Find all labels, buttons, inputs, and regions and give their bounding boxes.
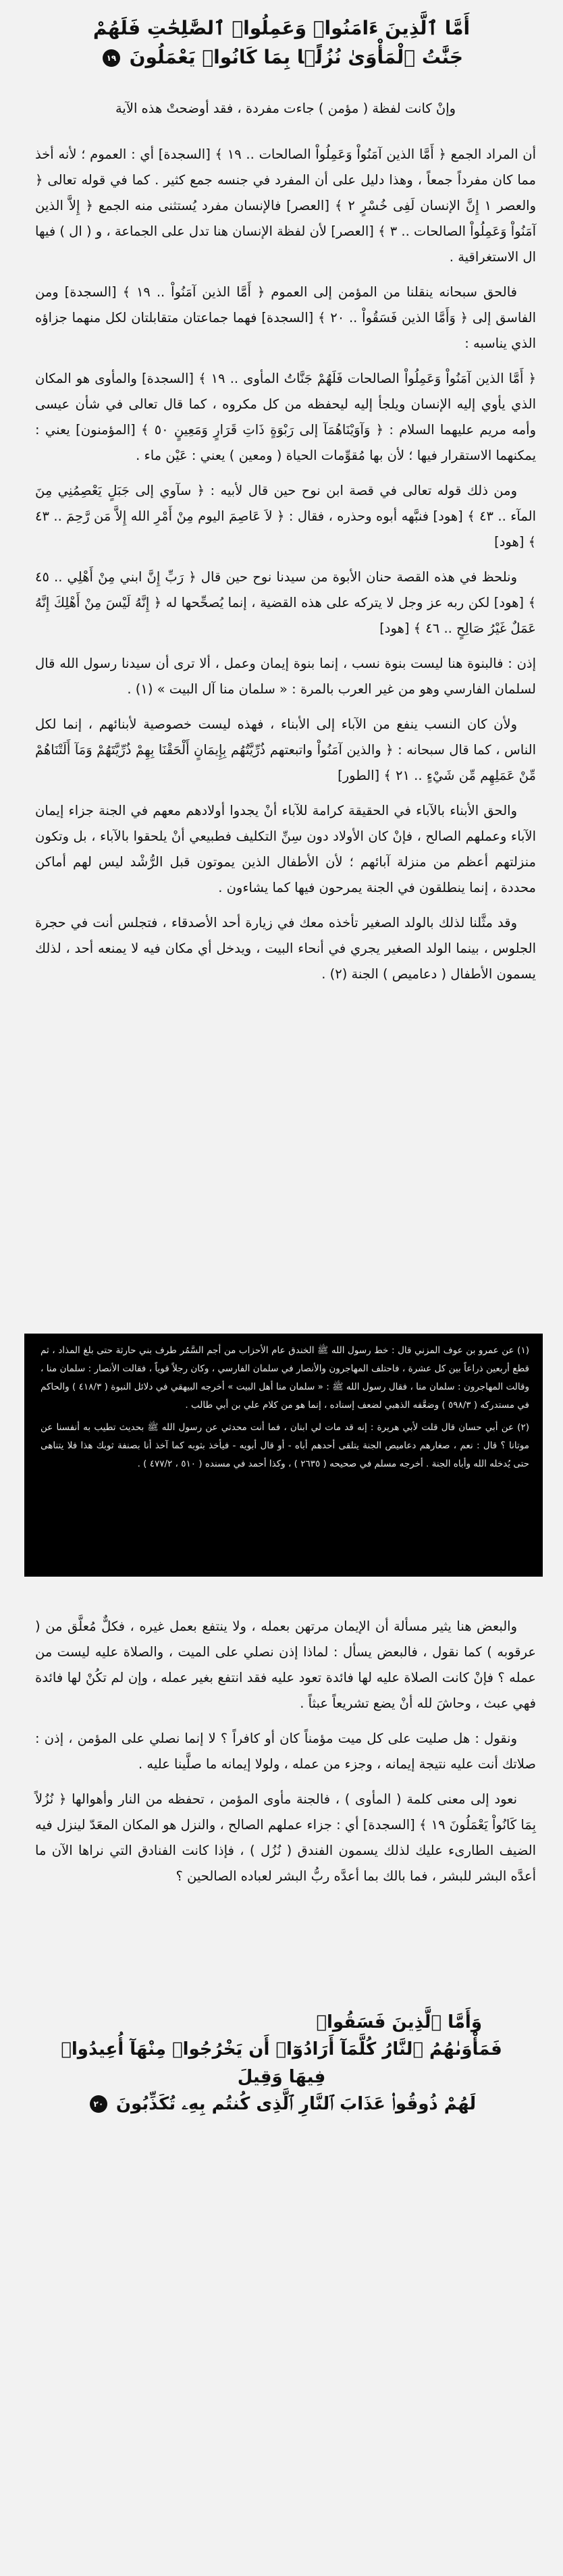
verse-top <box>41 14 522 72</box>
paragraph: ﴿ أَمَّا الذين آمَنُواْ وَعَمِلُواْ الصالحات فَلَهُمْ جَنَّاتُ المأوى .. ١٩ ﴾ [السجدة] والمأوى هو المكان الذي يأوي إليه الإنسان ويلجأ إليه ليحفظه من كل مكروه ، كما قال تعالى في شأن عيسى وأمه مريم عليهما السلام : ﴿ وَآوَيْنَاهُمَآ إلى رَبْوَةٍ ذَاتِ قَرَارٍ وَمَعِينٍ ٥٠ ﴾ [المؤمنون] يعني : يمكنهما الاستقرار فيها ؛ لأن بها مُقوِّمات الحياة ( ومعين ) يعني : عَيْن ماء . <box>35 371 536 463</box>
paragraph: ونلحظ في هذه القصة حنان الأبوة من سيدنا نوح حين قال ﴿ رَبِّ إِنَّ ابني مِنْ أَهْلِي .. ٤٥ ﴾ [هود] لكن ربه عز وجل لا يتركه على هذه القضية ، إنما يُصحِّحها له ﴿ إِنَّهُ لَيْسَ مِنْ أَهْلِكَ إِنَّهُ عَمَلٌ غَيْرُ صَالِحٍ .. ٤٦ ﴾ [هود] <box>35 569 536 636</box>
paragraph: إذن : فالبنوة هنا ليست بنوة نسب ، إنما بنوة إيمان وعمل ، ألا ترى أن سيدنا رسول الله قال لسلمان الفارسي وهو من غير العرب بالمرة : « سلمان منا آل البيت » (١) . <box>35 656 536 697</box>
paragraph: ونقول : هل صليت على كل ميت مؤمناً كان أو كافراً ؟ لا إنما نصلي على المؤمن ، إذن : صلاتك أنت عليه نتيجة إيمانه ، وجزء من عمله ، ولولا إيمانه ما صلَّينا عليه . <box>35 1731 536 1772</box>
page1-intro <box>35 96 536 131</box>
footnote-2: (٢) عن أبي حسان قال قلت لأبي هريرة : إنه قد مات لي ابنان ، فما أنت محدثي عن رسول الله ﷺ بحديث تطيب به أنفسنا عن موتانا ؟ قال : نعم ، صغارهم دعاميص الجنة يتلقى أحدهم أباه - أو قال أبويه - فيأخذ بثوبه كما آخذ أنا بصنفة ثوبك هذا فلا يتناهى حتى يُدخله الله وأباه الجنة . أخرجه مسلم في صحيحه ( ٢٦٣٥ ) ، وكذا أحمد في مسنده ( ٥١٠ ، ٤٧٧/٢ ) . <box>41 1422 529 1469</box>
verse-bottom-line2: فَمَأْوَىٰهُمُ ٱلنَّارُ كُلَّمَآ أَرَادُوٓا۟ أَن يَخْرُجُوا۟ مِنْهَآ أُعِيدُوا۟ فِيهَا وَقِيلَ <box>61 2039 502 2087</box>
intro-line: وإنْ كانت لفظة ( مؤمن ) جاءت مفردة ، فقد أوضحتْ هذه الآية <box>115 101 456 116</box>
verse-top-line1: أَمَّا ٱلَّذِينَ ءَامَنُوا۟ وَعَمِلُوا۟ ٱلصَّٰلِحَٰتِ فَلَهُمْ <box>92 17 471 39</box>
verse-top-line2 <box>41 43 522 72</box>
paragraph: والبعض هنا يثير مسألة أن الإيمان مرتهن بعمله ، ولا ينتفع بعمل غيره ، فكلٌّ مُعلَّق من ( عرقوبه ) كما نقول ، فالبعض يسأل : لماذا إذن نصلي على الميت ، والصلاة عليه ليست من عمله ؟ فإنْ كانت الصلاة عليه لها فائدة تعود عليه فقد انتفع بغير عمله ، وإن لم تكُنْ لها فائدة فهي عبث ، وحاشَ لله أنْ يضع تشريعاً عبثاً . <box>35 1619 536 1711</box>
page1-body <box>35 142 536 997</box>
verse-bottom <box>41 2009 522 2118</box>
verse-bottom-line3-text: لَهُمْ ذُوقُوا۟ عَذَابَ ٱلنَّارِ ٱلَّذِى كُنتُم بِهِۦ تُكَذِّبُونَ <box>115 2093 477 2114</box>
paragraph: وقد مثَّلنا لذلك بالولد الصغير تأخذه معك في زيارة أحد الأصدقاء ، فتجلس أنت في حجرة الجلوس ، بينما الولد الصغير يجري في أنحاء البيت ، ويدخل أي مكان فيه لا يمنعه أحد ، لذلك يسمون الأطفال ( دعاميص ) الجنة (٢) . <box>35 915 536 982</box>
paragraph: والحق الأبناء بالآباء في الحقيقة كرامة للآباء أنْ يجدوا أولادهم معهم في الجنة جزاء إيمان الآباء وعملهم الصالح ، فإنْ كان الأولاد دون سِنِّ التكليف فطبيعي أنْ يلحقوا بالآباء ، بل وتكون منزلتهم أعظم من منزلة آبائهم ؛ لأن الأطفال الذين يموتون قبل الرُّشْد ليس لهم أماكن محددة ، إنما ينطلقون في الجنة يمرحون فيها كما يشاءون . <box>35 803 536 895</box>
paragraph: فالحق سبحانه ينقلنا من المؤمن إلى العموم ﴿ أَمَّا الذين آمَنُواْ .. ١٩ ﴾ [السجدة] ومن الفاسق إلى ﴿ وَأَمَّا الذين فَسَقُواْ .. ٢٠ ﴾ [السجدة] فهما جماعتان متقابلتان لكل منهما جزاؤه الذي يناسبه : <box>35 284 536 351</box>
page2-body <box>35 1614 536 1899</box>
verse-bottom-line3 <box>41 2091 522 2118</box>
paragraph: نعود إلى معنى كلمة ( المأوى ) ، فالجنة مأوى المؤمن ، تحفظه من النار وأهوالها ﴿ نُزُلاً بِمَا كَانُواْ يَعْمَلُونَ ١٩ ﴾ [السجدة] أي : جزاء عملهم الصالح ، والنزل هو المكان المعَدّ لينزل فيه الضيف الطارىء عليك لذلك يسمون الفندق ( نُزُل ) ، فإذا كانت الفنادق التي نراها الآن ما أعدَّه البشر للبشر ، فما بالك بما أعدَّه ربُّ البشر لعباده الصالحين ؟ <box>35 1791 536 1884</box>
verse-number-mark: ١٩ <box>103 49 120 67</box>
paragraph: أن المراد الجمع ﴿ أَمَّا الذين آمَنُواْ وَعَمِلُواْ الصالحات .. ١٩ ﴾ [السجدة] أي : العموم ؛ لأنه أخذ مما كان مفرداً جمعاً ، وهذا دليل على أن المفرد في جنسه جمع كثير . كما في قوله تعالى ﴿ والعصر ١ إِنَّ الإنسان لَفِى خُسْرٍ ٢ ﴾ [العصر] فالإنسان مفرد يُستثنى منه الجمع ﴿ إِلاَّ الذين آمَنُواْ وَعَمِلُواْ الصالحات .. ٣ ﴾ [العصر] لأن لفظة الإنسان هنا تدل على الجماعة ، و ( ال ) فيها ال الاستغراقية . <box>35 147 536 265</box>
verse-number-mark: ٢٠ <box>90 2095 107 2113</box>
paragraph: ومن ذلك قوله تعالى في قصة ابن نوح حين قال لأبيه : ﴿ سآوي إلى جَبَلٍ يَعْصِمُنِي مِنَ المآء .. ٤٣ ﴾ [هود] فنبَّهه أبوه وحذره ، فقال : ﴿ لاَ عَاصِمَ اليوم مِنْ أَمْرِ الله إِلاَّ مَن رَّحِمَ .. ٤٣ ﴾ [هود] <box>35 483 536 550</box>
paragraph: ولأن كان النسب ينفع من الآباء إلى الأبناء ، فهذه ليست خصوصية لأبنائهم ، إنما لكل الناس ، كما قال سبحانه : ﴿ والذين آمَنُواْ واتبعتهم ذُرِّيَّتُهُم بِإِيمَانٍ أَلْحَقْنَا بِهِمْ ذُرِّيَّتَهُمْ وَمَآ أَلَتْنَاهُمْ مِّنْ عَمَلِهِم مِّن شَيْءٍ .. ٢١ ﴾ [الطور] <box>35 716 536 783</box>
verse-bottom-line1: وَأَمَّا ٱلَّذِينَ فَسَقُوا۟ <box>316 2012 482 2032</box>
footnote-1: (١) عن عمرو بن عوف المزني قال : خط رسول الله ﷺ الخندق عام الأحزاب من أجم السَّمُر طرف بني حارثة حتى بلغ المذاد ، ثم قطع أربعين ذراعاً بين كل عشرة ، فاحتلف المهاجرون والأنصار في سلمان الفارسي ، وكان رجلاً قوياً ، فقالت الأنصار : سلمان منا ، وقالت المهاجرون : سلمان منا ، فقال رسول الله ﷺ : « سلمان منا أهل البيت » أخرجه البيهقي في دلائل النبوة ( ٤١٨/٣ ) والحاكم في مستدركه ( ٥٩٨/٣ ) وضعَّفه الذهبي لضعف إسناده ، إنما هو من كلام علي بن أبي طالب . <box>41 1345 529 1411</box>
verse-top-line2-text: جَنَّٰتُ ٱلْمَأْوَىٰ نُزُلًۢا بِمَا كَانُوا۟ يَعْمَلُونَ <box>129 46 464 69</box>
footnotes-block <box>24 1334 543 1577</box>
